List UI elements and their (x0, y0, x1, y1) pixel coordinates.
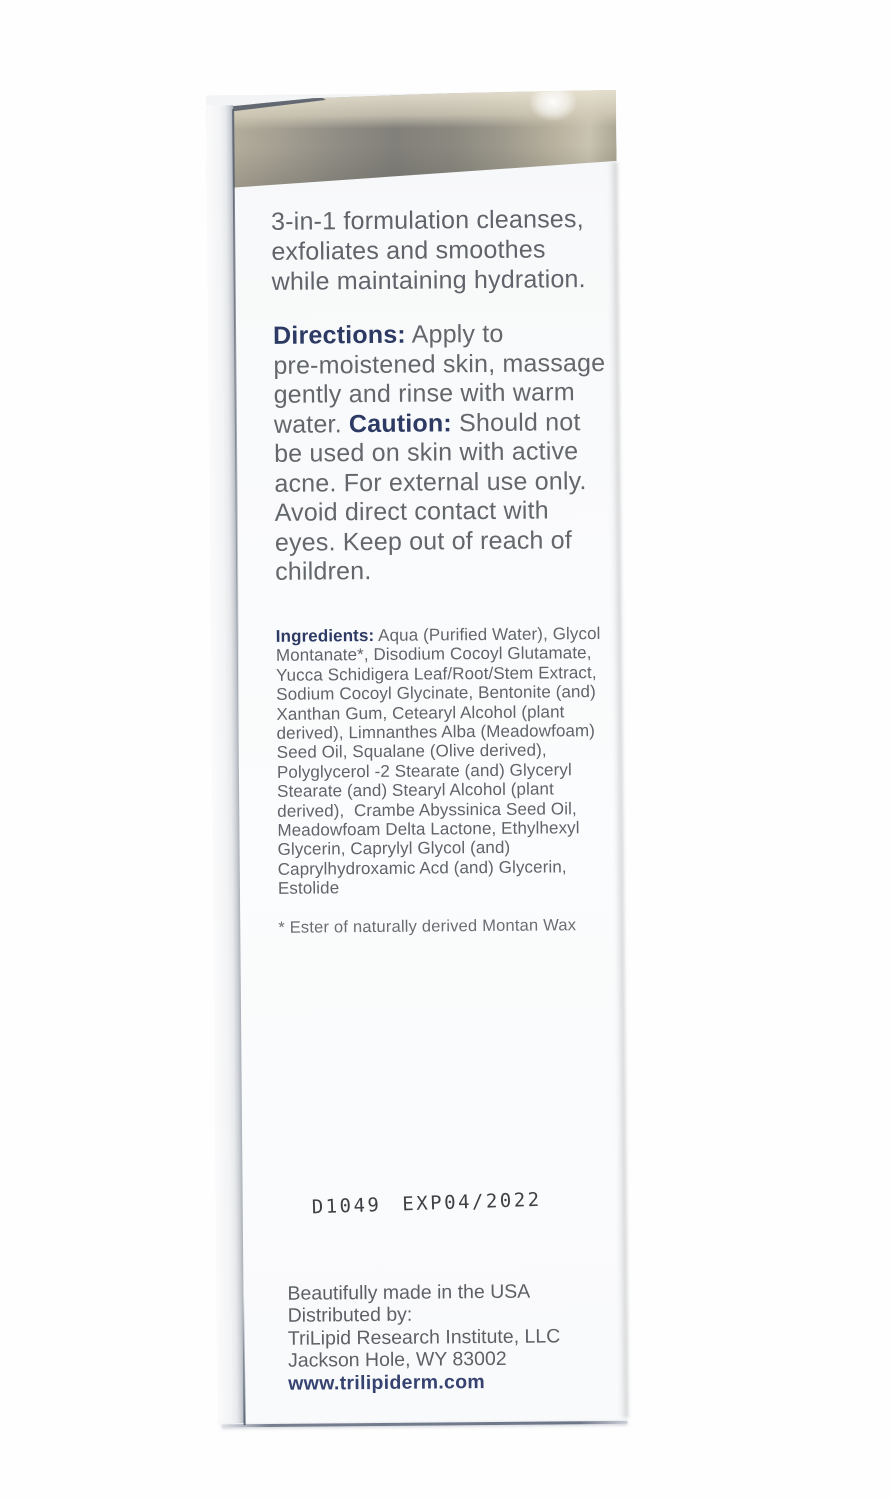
website-url: www.trilipiderm.com (288, 1370, 486, 1395)
text-line: be used on skin with active (274, 437, 579, 468)
text-line: acne. For external use only. (274, 466, 587, 498)
text-line: derived), Limnanthes Alba (Meadowfoam) (276, 721, 596, 743)
text-line: gently and rinse with warm (273, 378, 575, 409)
text-line: pre-moistened skin, massage (273, 348, 606, 380)
text-line: Glycerin, Caprylyl Glycol (and) (277, 838, 511, 860)
text-line: Yucca Schidigera Leaf/Root/Stem Extract, (275, 662, 597, 685)
text-line: Distributed by: (287, 1304, 413, 1328)
text-line: derived), Crambe Abyssinica Seed Oil, (277, 798, 577, 821)
text-line: water. Caution: Should not (273, 407, 581, 439)
text-line: Estolide (277, 878, 340, 899)
text-line: Meadowfoam Delta Lactone, Ethylhexyl (277, 818, 580, 840)
text-line: Polyglycerol -2 Stearate (and) Glyceryl (276, 760, 572, 782)
text-line: Stearate (and) Stearyl Alcohol (plant (277, 779, 554, 802)
ingredients-text-block (276, 624, 603, 899)
foil-highlight (530, 90, 576, 120)
text-line: 3-in-1 formulation cleanses, (270, 205, 584, 236)
text-line: Ingredients: Aqua (Purified Water), Glycol (275, 624, 601, 646)
directions-text-block (273, 319, 607, 587)
batch-stamp: D1049 EXP04/2022 (311, 1188, 543, 1219)
text-line: exfoliates and smoothes (271, 235, 546, 266)
text-line: eyes. Keep out of reach of (274, 525, 573, 557)
text-line: Montanate*, Disodium Cocoyl Glutamate, (275, 643, 592, 666)
distributor-text-block (287, 1280, 560, 1394)
text-line: Sodium Cocoyl Glycinate, Bentonite (and) (276, 682, 596, 705)
product-box (206, 92, 628, 1426)
text-line: while maintaining hydration. (271, 265, 586, 296)
intro-text-block (271, 204, 586, 297)
text-line: Avoid direct contact with (274, 496, 549, 527)
text-line: Seed Oil, Squalane (Olive derived), (276, 740, 547, 763)
text-line: children. (275, 557, 372, 586)
text-line: Jackson Hole, WY 83002 (287, 1348, 507, 1372)
ingredients-label: Ingredients: (275, 625, 375, 646)
text-line: TriLipid Research Institute, LLC (287, 1325, 561, 1350)
montan-wax-footnote: * Ester of naturally derived Montan Wax (278, 916, 577, 937)
text-line: Directions: Apply to (272, 319, 504, 350)
text-line: Caprylhydroxamic Acd (and) Glycerin, (277, 857, 567, 879)
text-line: Xanthan Gum, Cetearyl Alcohol (plant (276, 701, 565, 724)
caution-label: Caution: (348, 408, 453, 438)
directions-label: Directions: (272, 320, 407, 350)
text-line: Beautifully made in the USA (287, 1280, 531, 1305)
